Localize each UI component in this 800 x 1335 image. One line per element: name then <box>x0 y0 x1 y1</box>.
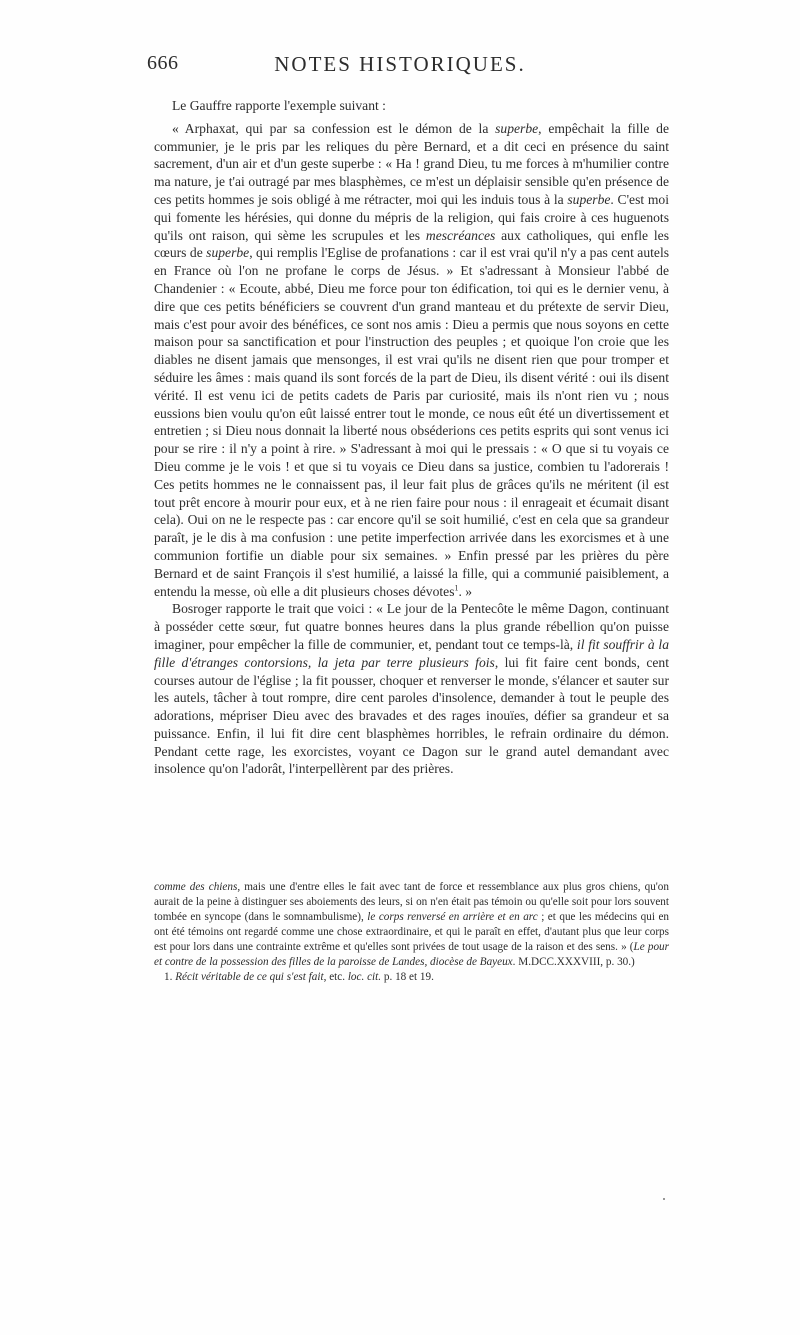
intro-line: Le Gauffre rapporte l'exemple suivant : <box>172 98 386 113</box>
text-run: , qui remplis l'Eglise de profanations : car il est vrai qu'il n'y a pas cent autels en France où l'on ne profane le corps de Jésus. » Et s'adressant à Monsieur l'abbé de Chandenier : « Ecoute, abbé, Dieu me force pour ton édification, toi qui es le dernier venu, à dire que ces petits bénéficiers se couvrent d'un grand manteau et du prétexte de servir Dieu, mais c'est pour avoir des bénéfices, ce sont nos amis : Dieu a permis que nous soyons en cette maison pour sa sanctification et pour l'instruction des peuples ; et quoique l'on croie que les diables ne disent jamais que mensonges, il est vrai qu'ils ne disent rien que pour tromper et séduire les âmes : mais quand ils sont forcés de la part de Dieu, ils disent vérité : oui ils disent vérité. Il est venu ici de petits cadets de Paris par curiosité, mais ils n'ont rien vu ; nous eussions bien voulu qu'on eût laissé entrer tout le monde, ce nous eût été un divertissement et entretien ; si Dieu nous donnait la liberté nous obséderions ces petits esprits qui sont venus ici pour se rire : il n'y a point à rire. » S'adressant à moi qui le pressais : « O que si tu voyais ce Dieu comme je le vois ! et que si tu voyais ce Dieu dans sa justice, combien tu l'adorerais ! Ces petits hommes ne le connaissent pas, il leur fait plus de grâces qu'ils ne méritent (il est tout prêt encore à mourir pour eux, et à ne rien faire pour nous : il enrageait et écumait disant cela). Oui on ne le respecte pas : car encore qu'il se soit humilié, c'est en cela que sa grandeur paraît, je le dis à ma confusion : une petite imperfection arrivée dans les exorcismes et à une communion fortifie un diable pour six semaines. » Enfin pressé par les prières du père Bernard et de saint François il s'est humilié, a laissé la fille, qui a communié paisiblement, a entendu la messe, où elle a dit plusieurs choses dévotes <box>154 245 670 599</box>
citation-title: Récit véritable de ce qui s'est fait <box>175 971 324 983</box>
note-continuation <box>154 880 669 970</box>
paragraph-bosroger <box>154 600 669 778</box>
text-run: ; et que les médecins qui en ont été témoins ont regardé comme une chose extraordinaire, et qui le paraît en effet, d'autant plus que leur corps est pour lors dans une contrainte extrême et qu'elles sont privées de tout usage de la raison et des sens. » ( <box>154 911 669 953</box>
text-run: p. 18 et 19. <box>381 971 434 983</box>
notes-section <box>154 880 669 985</box>
footnote-1 <box>154 970 669 985</box>
emphasis-run: superbe <box>495 120 539 136</box>
citation-title: Le pour et contre de la possession des filles de la paroisse de Landes, diocèse de Bayeux <box>154 941 669 968</box>
footnote-number: 1. <box>164 971 176 983</box>
emphasis-run: superbe <box>567 191 611 207</box>
text-run: « Arphaxat, qui par sa confession est le démon de la <box>172 120 496 136</box>
print-speck <box>663 1198 665 1200</box>
text-run: Bosroger rapporte le trait que voici : « Le jour de la Pentecôte le même Dagon, continuant à posséder cette sœur, fut quatre bonnes heures dans la plus grande rébellion qu'on puisse imaginer, pour empêcher la fille de communier, et, pendant tout ce temps-là, <box>154 601 669 652</box>
footnote-ref: 1 <box>454 582 459 592</box>
page-number: 666 <box>147 52 179 74</box>
text-run: . C'est moi qui fomente les hérésies, qui donne du mépris de la religion, qui fais croire à ces huguenots qu'ils ont raison, qui sème les scrupules et les <box>154 191 669 243</box>
text-run: . » <box>458 583 473 599</box>
emphasis-run: comme des chiens <box>154 881 238 893</box>
emphasis-run: mescréances <box>425 227 496 243</box>
text-run: aux catholiques, qui enfle les cœurs de <box>154 227 669 261</box>
emphasis-run: superbe <box>206 245 250 261</box>
text-run: , mais une d'entre elles le fait avec tant de force et ressemblance aux plus gros chiens, qu'on aurait de la peine à distinguer ses aboiements des leurs, si on n'en était pas témoin ou qu'elle soit pour lors souvent tombée en syncope (dans le somnambulisme), <box>154 881 669 923</box>
text-run: , lui fit faire cent bonds, cent courses autour de l'église ; la fit pousser, choquer et renverser le monde, s'élancer et sauter sur les autels, tâcher à tout rompre, dire cent paroles d'insolence, demander à tout le peuple des adorations, mépriser Dieu avec des bravades et des rages inouïes, défier sa grandeur et sa puissance. Enfin, il lui fit dire cent blasphèmes horribles, le refrain ordinaire du démon. Pendant cette rage, les exorcistes, voyant ce Dagon sur le grand autel demandant avec insolence qu'on l'adorât, l'interpellèrent par des prières. <box>154 654 669 777</box>
main-text <box>154 97 669 778</box>
text-run: . M.DCC.XXXVIII, p. 30.) <box>512 956 635 968</box>
emphasis-run: le corps renversé en arrière et en arc <box>367 911 538 923</box>
text-run: , etc. <box>323 971 348 983</box>
page-header <box>0 52 800 82</box>
text-run: , empêchait la fille de communier, je le pris par les reliques du père Bernard, et a dit ceci en présence du saint sacrement, d'un air et d'un geste superbe : « Ha ! grand Dieu, tu me forces à m'humilier contre ma nature, je t'ai outragé par mes blasphèmes, ce m'est un déplaisir sensible qu'en présence de ces petits hommes je sois obligé à me rétracter, moi qui les induis tous à la <box>154 120 669 207</box>
running-title: NOTES HISTORIQUES. <box>274 52 526 76</box>
emphasis-run: il fit souffrir à la fille d'étranges contorsions, la jeta par terre plusieurs fois <box>154 636 669 670</box>
paragraph-arphaxat <box>154 120 669 601</box>
emphasis-run: loc. cit. <box>347 971 382 983</box>
